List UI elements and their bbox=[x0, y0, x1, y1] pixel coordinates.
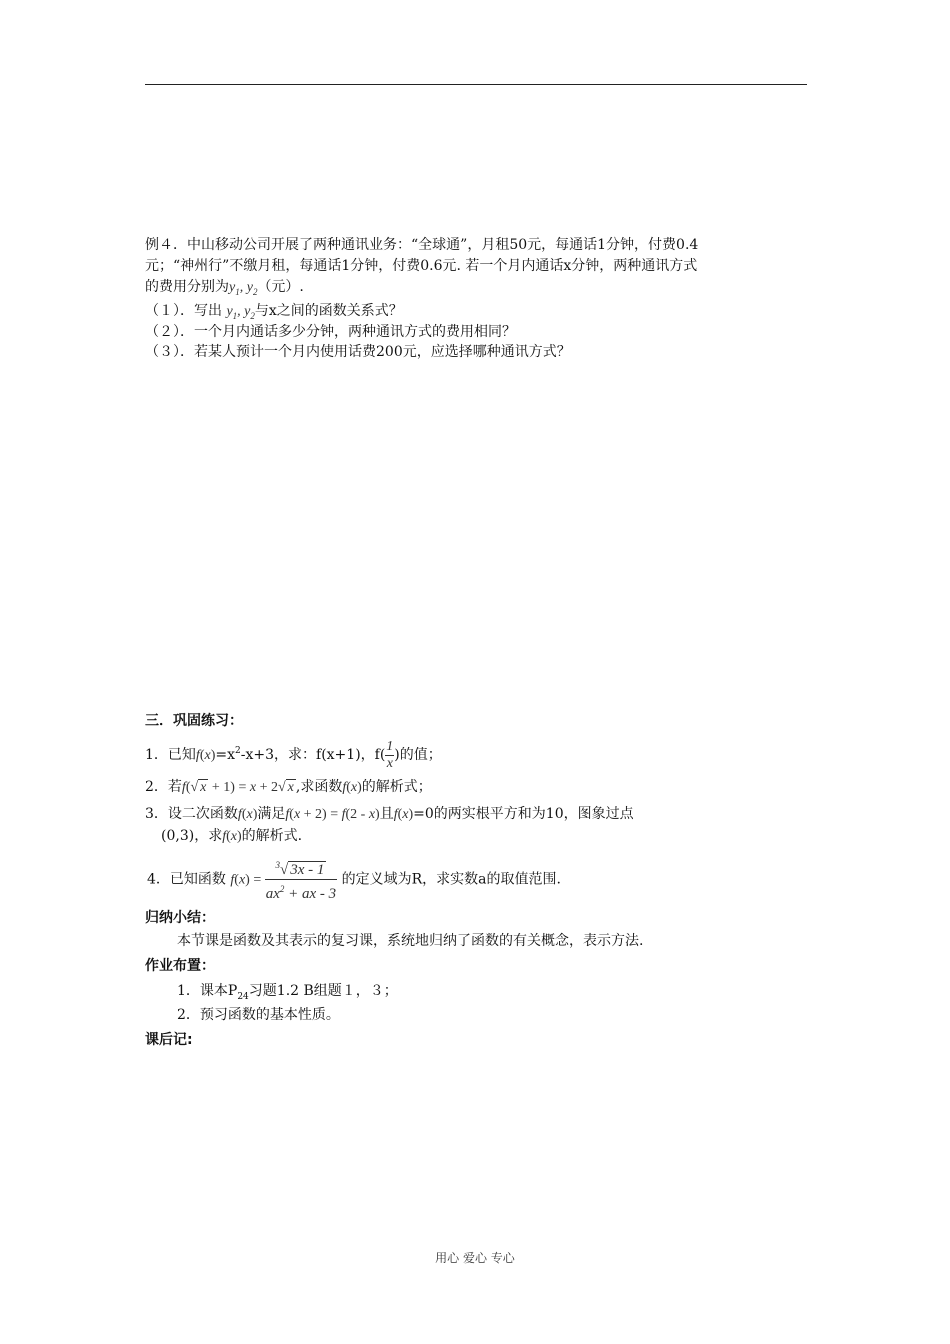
example4-line2: 元；“神州行”不缴月租，每通话1分钟，付费0.6元. 若一个月内通话x分钟，两种通讯方式 bbox=[145, 258, 698, 274]
example4-q1: （１）．写出 $y_1$, $y_2$与x之间的函数关系式？ bbox=[145, 303, 403, 321]
practice-item-2: 2．若f(√ x + 1) = x + 2√ x ,求函数f(x)的解析式； bbox=[145, 779, 432, 795]
practice-item-1: 1．已知$f(x)=x^2-x+3$，求：f(x+1)，f( $\frac{1}{x}$ )的值； bbox=[145, 738, 442, 771]
example4-line1: 例４．中山移动公司开展了两种通讯业务：“全球通”，月租50元，每通话1分钟，付费0.4 bbox=[145, 237, 699, 253]
header-rule bbox=[145, 84, 807, 85]
practice-heading: 三．巩固练习： bbox=[145, 713, 243, 729]
summary-heading: 归纳小结： bbox=[145, 910, 215, 926]
page-footer: 用心 爱心 专心 bbox=[435, 1251, 515, 1265]
example4-q2: （２）．一个月内通话多少分钟，两种通讯方式的费用相同？ bbox=[145, 324, 516, 340]
practice-item-3: 3．设二次函数f(x)满足f(x + 2) = f(2 - x)且f(x)=0的两实根平方和为10，图象过点 bbox=[145, 806, 634, 822]
example4-line3: 的费用分别为$y_1$, $y_2$（元）. bbox=[145, 279, 304, 297]
notes-heading: 课后记: bbox=[145, 1032, 193, 1048]
practice-item-4: 4．已知函数 f(x) = $\frac{^3√ 3x - 1}{ax^2 + ax - 3}$ 的定义域为R，求实数a的取值范围. bbox=[147, 856, 561, 903]
practice-item-3-line2: (0,3)，求f(x)的解析式. bbox=[161, 828, 303, 844]
example4-q3: （３）．若某人预计一个月内使用话费200元，应选择哪种通讯方式？ bbox=[145, 344, 571, 360]
homework-heading: 作业布置： bbox=[145, 958, 215, 974]
summary-text: 本节课是函数及其表示的复习课，系统地归纳了函数的有关概念，表示方法. bbox=[177, 933, 644, 949]
homework-item-1: 1．课本$P_{24}$习题1.2 B组题１，３； bbox=[177, 983, 398, 1002]
homework-item-2: 2．预习函数的基本性质。 bbox=[177, 1007, 340, 1023]
